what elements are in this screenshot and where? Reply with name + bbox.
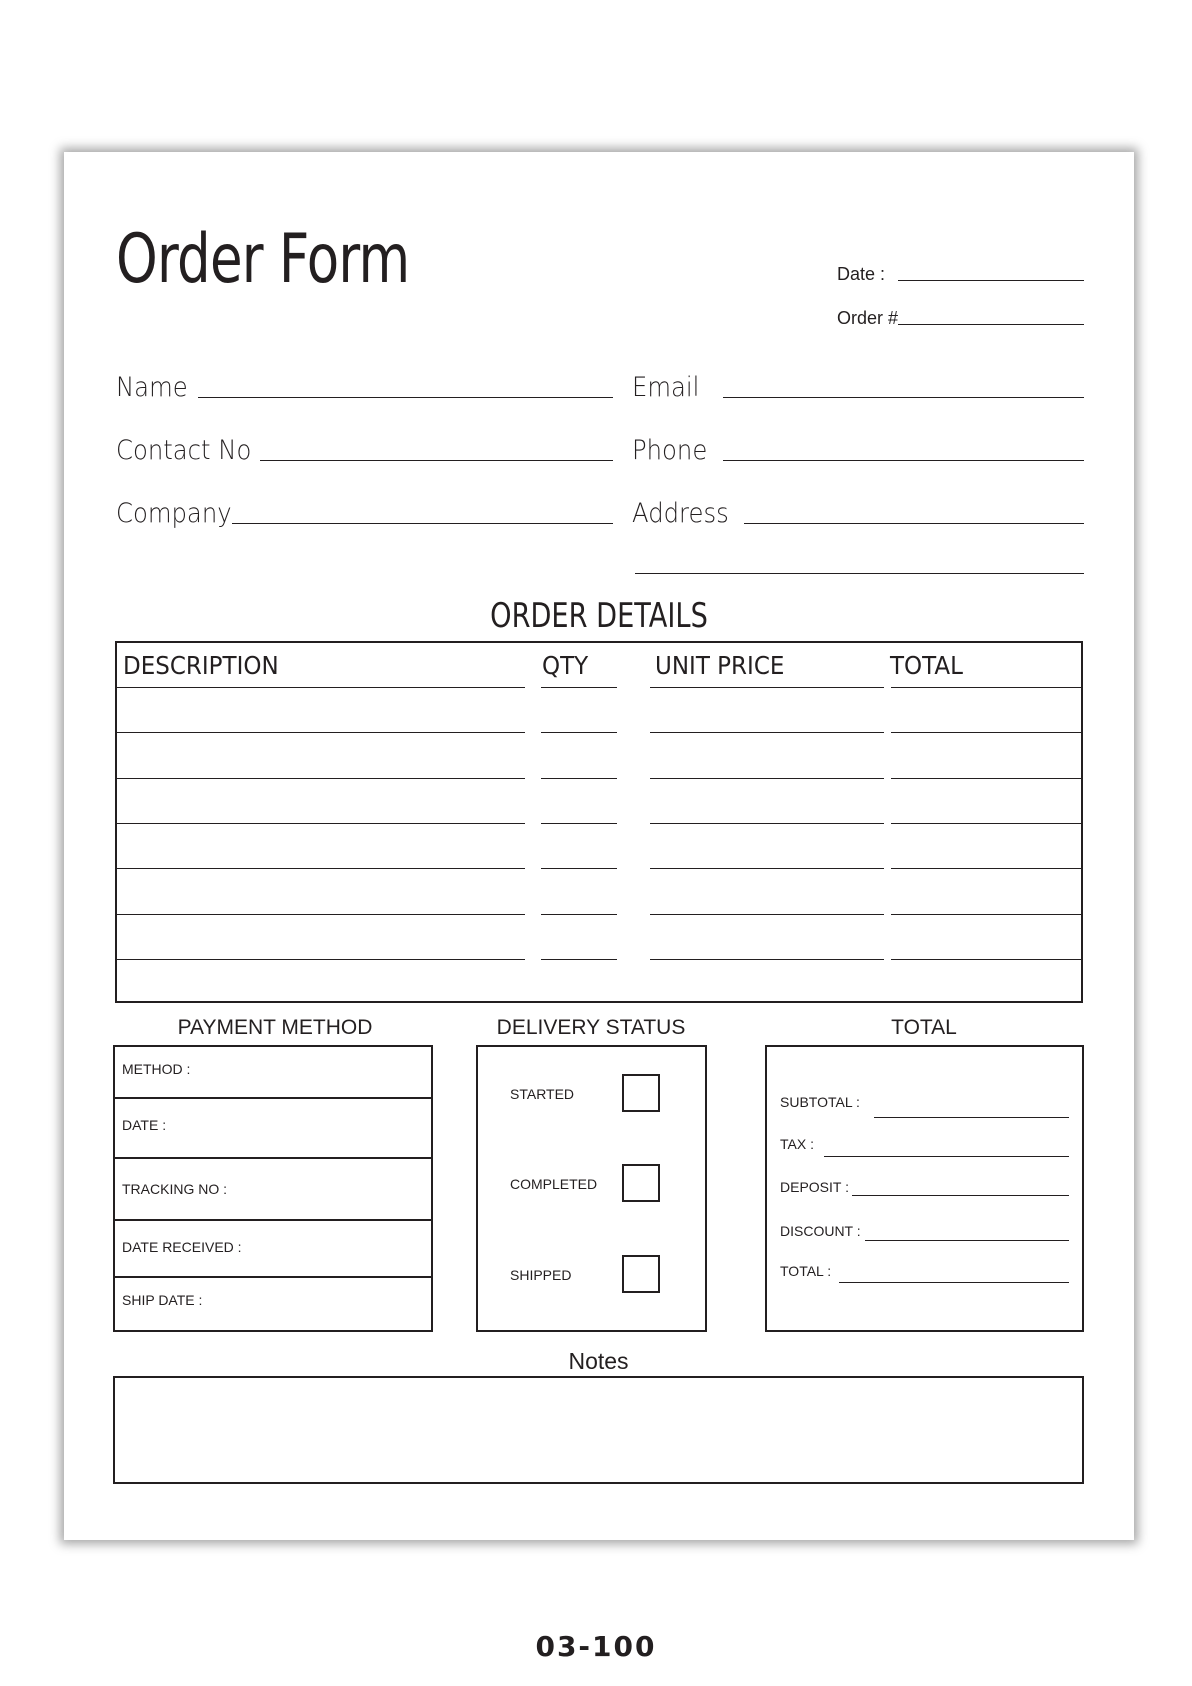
phone-field[interactable] xyxy=(723,460,1084,461)
order-details-title: ORDER DETAILS xyxy=(490,596,708,636)
table-cell-line[interactable] xyxy=(117,914,525,915)
table-cell-line[interactable] xyxy=(650,868,884,869)
company-field[interactable] xyxy=(232,523,613,524)
totals-label-tax: TAX : xyxy=(780,1136,814,1152)
started-checkbox[interactable] xyxy=(622,1074,660,1112)
column-header-total: TOTAL xyxy=(890,651,963,680)
table-cell-line[interactable] xyxy=(541,823,617,824)
delivery-status-title: DELIVERY STATUS xyxy=(496,1016,686,1039)
table-cell-line[interactable] xyxy=(650,778,884,779)
table-cell-line[interactable] xyxy=(650,914,884,915)
table-cell-line[interactable] xyxy=(891,778,1083,779)
totals-label-deposit: DEPOSIT : xyxy=(780,1179,849,1195)
table-cell-line[interactable] xyxy=(541,914,617,915)
table-cell-line[interactable] xyxy=(117,959,525,960)
column-header-description: DESCRIPTION xyxy=(123,651,279,680)
table-cell-line[interactable] xyxy=(650,823,884,824)
payment-row-date[interactable] xyxy=(115,1097,431,1159)
deposit-field[interactable] xyxy=(852,1195,1069,1196)
notes-title: Notes xyxy=(568,1348,629,1374)
company-label: Company xyxy=(116,498,232,529)
table-cell-line[interactable] xyxy=(541,687,617,688)
table-cell-line[interactable] xyxy=(650,732,884,733)
table-cell-line[interactable] xyxy=(541,959,617,960)
totals-label-subtotal: SUBTOTAL : xyxy=(780,1094,860,1110)
payment-row-ship-date[interactable] xyxy=(115,1276,431,1330)
totals-title: TOTAL xyxy=(891,1016,957,1039)
order-form-sheet xyxy=(64,152,1134,1540)
status-label-completed: COMPLETED xyxy=(510,1176,598,1192)
table-cell-line[interactable] xyxy=(891,914,1083,915)
table-cell-line[interactable] xyxy=(117,823,525,824)
table-cell-line[interactable] xyxy=(650,687,884,688)
order-number-field[interactable] xyxy=(898,324,1084,325)
table-cell-line[interactable] xyxy=(650,959,884,960)
page-title: Order Form xyxy=(116,220,410,299)
phone-label: Phone xyxy=(632,435,708,466)
discount-field[interactable] xyxy=(865,1240,1069,1241)
contact-no-field[interactable] xyxy=(260,460,613,461)
table-cell-line[interactable] xyxy=(117,778,525,779)
payment-method-title: PAYMENT METHOD xyxy=(177,1016,373,1039)
order-details-table xyxy=(115,641,1083,1003)
totals-label-total: TOTAL : xyxy=(780,1263,832,1279)
payment-row-label: SHIP DATE : xyxy=(122,1292,203,1308)
status-label-shipped: SHIPPED xyxy=(510,1267,572,1283)
payment-row-label: DATE : xyxy=(122,1117,167,1133)
order-number-label: Order # xyxy=(837,308,899,328)
delivery-status-box xyxy=(476,1045,707,1332)
name-label: Name xyxy=(116,372,188,403)
table-cell-line[interactable] xyxy=(117,868,525,869)
payment-row-label: TRACKING NO : xyxy=(122,1181,228,1197)
address-field[interactable] xyxy=(744,523,1084,524)
table-cell-line[interactable] xyxy=(117,687,525,688)
payment-row-method[interactable] xyxy=(115,1047,431,1099)
completed-checkbox[interactable] xyxy=(622,1164,660,1202)
product-code: 03-100 xyxy=(535,1630,657,1663)
column-header-unit-price: UNIT PRICE xyxy=(655,651,785,680)
notes-box[interactable] xyxy=(113,1376,1084,1484)
email-label: Email xyxy=(632,372,700,403)
status-label-started: STARTED xyxy=(510,1086,575,1102)
table-cell-line[interactable] xyxy=(891,959,1083,960)
address-label: Address xyxy=(632,498,729,529)
totals-label-discount: DISCOUNT : xyxy=(780,1223,861,1239)
column-header-qty: QTY xyxy=(542,651,589,680)
table-cell-line[interactable] xyxy=(891,868,1083,869)
tax-field[interactable] xyxy=(824,1156,1069,1157)
table-cell-line[interactable] xyxy=(891,687,1083,688)
payment-method-box xyxy=(113,1045,433,1332)
table-cell-line[interactable] xyxy=(541,778,617,779)
total-field[interactable] xyxy=(839,1282,1069,1283)
payment-row-label: DATE RECEIVED : xyxy=(122,1239,242,1255)
name-field[interactable] xyxy=(198,397,613,398)
table-cell-line[interactable] xyxy=(891,823,1083,824)
email-field[interactable] xyxy=(723,397,1084,398)
payment-row-label: METHOD : xyxy=(122,1061,191,1077)
table-cell-line[interactable] xyxy=(541,868,617,869)
address-field-line-2[interactable] xyxy=(635,573,1084,574)
shipped-checkbox[interactable] xyxy=(622,1255,660,1293)
contact-no-label: Contact No xyxy=(116,435,252,466)
totals-box xyxy=(765,1045,1084,1332)
subtotal-field[interactable] xyxy=(874,1117,1069,1118)
date-label: Date : xyxy=(837,264,886,284)
table-cell-line[interactable] xyxy=(117,732,525,733)
payment-row-tracking-no[interactable] xyxy=(115,1157,431,1221)
date-field[interactable] xyxy=(898,280,1084,281)
payment-row-date-received[interactable] xyxy=(115,1219,431,1278)
table-cell-line[interactable] xyxy=(541,732,617,733)
table-cell-line[interactable] xyxy=(891,732,1083,733)
